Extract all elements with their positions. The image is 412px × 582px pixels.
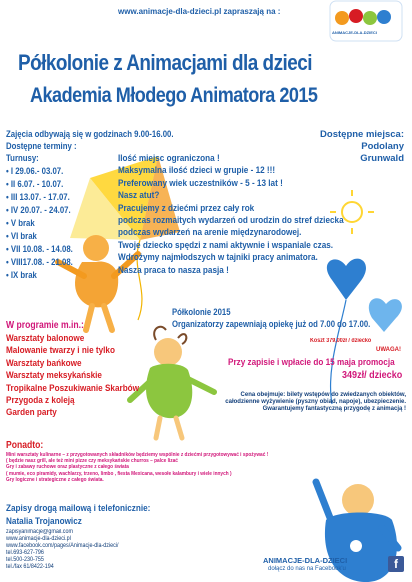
- program-item: Warsztaty balonowe: [6, 333, 85, 344]
- turn-item: • IX brak: [6, 270, 37, 281]
- feature-item: Preferowany wiek uczestników - 5 - 13 lat !: [118, 177, 283, 189]
- turn-item: • VII 10.08. - 14.08.: [6, 244, 73, 255]
- child-blue-illustration: [316, 259, 402, 582]
- turn-item: • VI brak: [6, 231, 37, 242]
- feature-item: Nasz atut?: [118, 190, 160, 202]
- feature-item: Pracujemy z dziećmi przez cały rok: [118, 202, 255, 214]
- place-item: Grunwald: [360, 153, 404, 164]
- child-green-illustration: [130, 327, 214, 438]
- promo-line: Przy zapisie i wpłacie do 15 maja promocja: [228, 357, 395, 368]
- extra-line: ( będzie nasz grill, ale też mini pizze czy meksykańskie churros – palce lizać: [6, 458, 178, 465]
- program-list: [6, 333, 139, 420]
- includes-line: Cena obejmuje: bilety wstępów do zwiedzanych obiektów,: [240, 392, 406, 398]
- turn-item: • I 29.06.- 03.07.: [6, 166, 64, 177]
- program-item: Warsztaty meksykańskie: [6, 370, 102, 382]
- feature-item: podczas rozmaitych wydarzeń od urodzin do stref dziecka: [118, 215, 344, 227]
- extra-heading: Ponadto:: [6, 440, 44, 451]
- contact-fax: tel./fax 61/8422-194: [6, 564, 54, 570]
- page-title: Półkolonie z Animacjami dla dzieci: [18, 50, 313, 75]
- page-subtitle: Akademia Młodego Animatora 2015: [30, 84, 318, 107]
- feature-item: Maksymalna ilość dzieci w grupie - 12 !!!: [118, 165, 276, 177]
- contact-facebook-url[interactable]: www.facebook.com/pages/Animacje-dla-dzieci/: [6, 543, 119, 549]
- features-list: [118, 153, 344, 277]
- contact-name: Natalia Trojanowicz: [6, 516, 82, 527]
- contact-heading: Zapisy drogą mailową i telefonicznie:: [6, 503, 151, 514]
- intro-line: www.animacje-dla-dzieci.pl zapraszają na :: [118, 7, 281, 16]
- program-item: Warsztaty bańkowe: [6, 357, 82, 369]
- contact-lines: [6, 529, 119, 571]
- turn-item: • VIII17.08. - 21.08.: [6, 257, 73, 268]
- terms-heading: Dostępne terminy :: [6, 141, 77, 152]
- places-heading: Dostępne miejsca:: [320, 129, 404, 140]
- contact-email[interactable]: zapisyanimacje@gmail.com: [6, 529, 74, 535]
- place-item: Podolany: [361, 141, 404, 152]
- contact-phone: tel.693-627-796: [6, 550, 44, 556]
- extra-line: Gry i zabawy ruchowe oraz plastyczne z całego świata: [6, 464, 129, 471]
- contact-phone: tel.500-230-755: [6, 557, 44, 563]
- includes-line: całodzienne wyżywienie (pyszny obiad, napoje), ubezpieczenie.: [225, 399, 406, 405]
- feature-item: Nasza praca to nasza pasja !: [118, 264, 229, 276]
- price-includes: [218, 392, 406, 413]
- extra-line: Gry logiczne i strategiczne z całego świata.: [6, 476, 104, 483]
- includes-line: Gwarantujemy fantastyczną przygodę z animacją !: [262, 406, 406, 412]
- extra-lines: [6, 452, 268, 483]
- program-heading: W programie m.in.:: [6, 320, 84, 331]
- feature-item: Ilość miejsc ograniczona !: [118, 153, 220, 164]
- footer-facebook-text: dołącz do nas na Facebook'u: [268, 566, 346, 572]
- price-attention: UWAGA!: [376, 347, 401, 353]
- feature-item: podczas wydarzeń na arenie międzynarodowej.: [118, 227, 302, 239]
- price-cost: Koszt 379,00zł / dziecko: [310, 338, 372, 344]
- turn-item: • V brak: [6, 218, 35, 229]
- turns-list: [6, 165, 73, 282]
- feature-item: Twoje dziecko spędzi z nami aktywnie i wspaniale czas.: [118, 239, 334, 251]
- footer-brand: ANIMACJE-DLA-DZIECI: [263, 556, 348, 565]
- program-item: Garden party: [6, 407, 57, 419]
- promo-price: 349zł/ dziecko: [342, 369, 403, 381]
- feature-item: Wdrożymy najmłodszych w tajniki pracy animatora.: [118, 252, 318, 264]
- extra-line: ( mumie, eco piramidy, wachlarzy, trzeno, limbo , fiesta Mexicana, wesołe kalambury i wiele innych ): [6, 470, 232, 477]
- turns-heading: Turnusy:: [6, 153, 39, 164]
- extra-line: Mini warsztaty kulinarne – z przygotowanych składników będziemy wspólnie z dziećmi przygotowywać i spożywać !: [6, 452, 269, 458]
- program-item: Tropikalne Poszukiwanie Skarbów: [6, 382, 140, 394]
- logo-graphic: [330, 1, 402, 41]
- turn-item: • II 6.07. - 10.07.: [6, 179, 64, 190]
- camp-title: Półkolonie 2015: [172, 307, 231, 317]
- camp-care: Organizatorzy zapewniają opiekę już od 7.00 do 17.00.: [172, 319, 371, 329]
- program-item: Malowanie twarzy i nie tylko: [6, 345, 115, 357]
- facebook-icon[interactable]: f: [388, 556, 404, 572]
- contact-website[interactable]: www.animacje-dla-dzieci.pl: [6, 536, 71, 542]
- program-item: Przygoda z koleją: [6, 395, 75, 407]
- turn-item: • III 13.07. - 17.07.: [6, 192, 70, 203]
- hours-line: Zajęcia odbywają się w godzinach 9.00-16.00.: [6, 129, 174, 140]
- turn-item: • IV 20.07. - 24.07.: [6, 205, 71, 216]
- logo-caption: ANIMACJE-DLA-DZIECI: [332, 30, 377, 35]
